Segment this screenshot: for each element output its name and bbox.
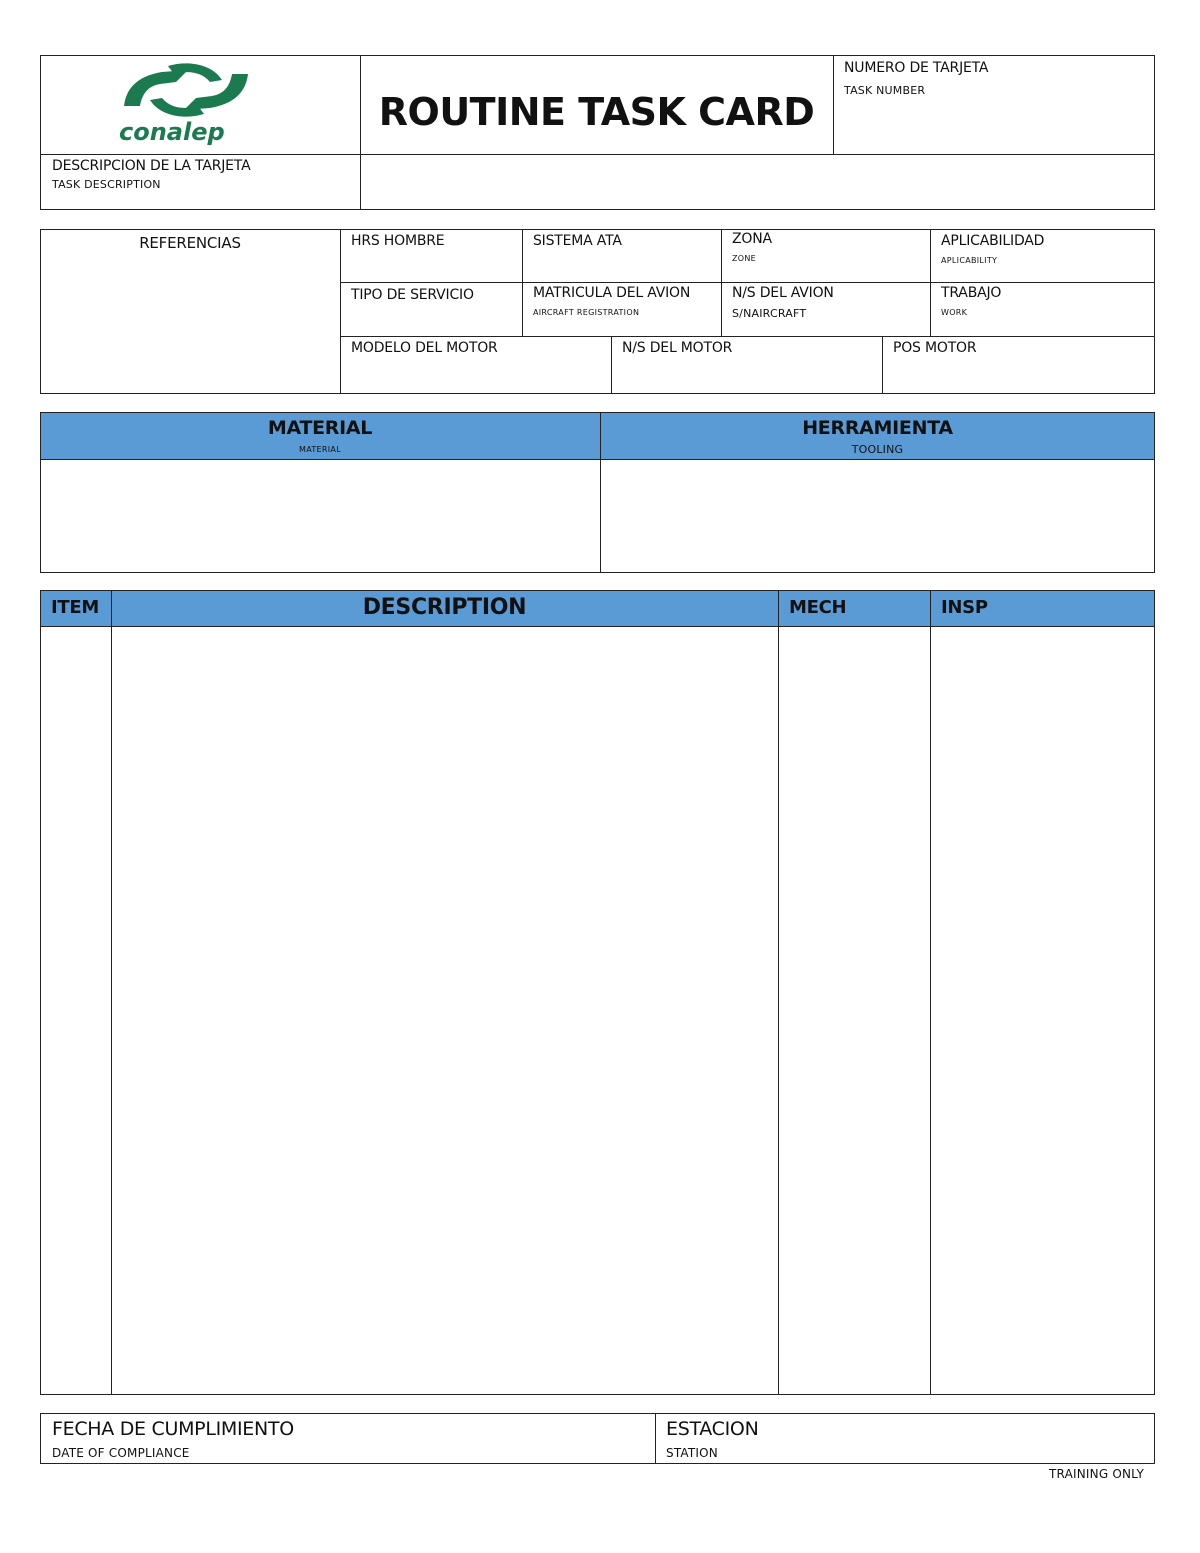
divider: [522, 229, 523, 336]
herramienta-header: HERRAMIENTA: [802, 417, 953, 439]
divider: [778, 590, 779, 1395]
fecha-sublabel: DATE OF COMPLIANCE: [52, 1446, 190, 1460]
conalep-logo: [100, 60, 270, 150]
fecha-label: FECHA DE CUMPLIMIENTO: [52, 1418, 294, 1440]
material-list-area[interactable]: [43, 462, 598, 570]
task-description-sublabel: TASK DESCRIPTION: [52, 178, 161, 191]
item-column-area[interactable]: [43, 629, 109, 1392]
task-description-field[interactable]: [363, 157, 1153, 207]
aplicabilidad-sublabel: APLICABILITY: [941, 256, 998, 265]
matricula-label: MATRICULA DEL AVION: [533, 285, 691, 301]
divider: [340, 229, 341, 394]
mech-column-area[interactable]: [781, 629, 928, 1392]
aplicabilidad-label: APLICABILIDAD: [941, 233, 1045, 249]
mech-column-header: MECH: [789, 597, 847, 618]
insp-column-header: INSP: [941, 597, 988, 618]
divider: [40, 154, 1155, 155]
ns-avion-sublabel: S/NAIRCRAFT: [732, 307, 807, 320]
material-header: MATERIAL: [267, 417, 373, 439]
ns-avion-label: N/S DEL AVION: [732, 285, 834, 301]
description-column-header: DESCRIPTION: [362, 595, 527, 620]
divider: [40, 626, 1155, 627]
conalep-emblem-icon: [118, 60, 258, 118]
herramienta-subheader: TOOLING: [851, 443, 904, 456]
task-number-field[interactable]: [836, 100, 1152, 152]
sistema-ata-label: SISTEMA ATA: [533, 233, 622, 249]
station-field[interactable]: [790, 1416, 1152, 1461]
divider: [930, 590, 931, 1395]
item-column-header: ITEM: [51, 597, 99, 618]
insp-column-area[interactable]: [933, 629, 1152, 1392]
task-number-label: NUMERO DE TARJETA: [844, 60, 989, 76]
date-of-compliance-field[interactable]: [320, 1416, 652, 1461]
pos-motor-label: POS MOTOR: [893, 340, 977, 356]
divider: [340, 282, 1155, 283]
trabajo-label: TRABAJO: [941, 285, 1002, 301]
divider: [721, 229, 722, 336]
ns-motor-label: N/S DEL MOTOR: [622, 340, 733, 356]
task-description-label: DESCRIPCION DE LA TARJETA: [52, 158, 251, 174]
estacion-sublabel: STATION: [666, 1446, 718, 1460]
logo-wordmark: conalep: [119, 118, 225, 146]
tipo-servicio-label: TIPO DE SERVICIO: [351, 287, 474, 303]
trabajo-sublabel: WORK: [941, 308, 968, 317]
training-only-note: TRAINING ONLY: [1049, 1467, 1144, 1481]
divider: [340, 336, 1155, 337]
divider: [611, 336, 612, 394]
page-title: ROUTINE TASK CARD: [378, 90, 815, 134]
zona-sublabel: ZONE: [732, 254, 757, 263]
matricula-sublabel: AIRCRAFT REGISTRATION: [533, 308, 640, 317]
divider: [930, 229, 931, 336]
divider: [833, 55, 834, 155]
modelo-motor-label: MODELO DEL MOTOR: [351, 340, 498, 356]
estacion-label: ESTACION: [666, 1418, 759, 1440]
referencias-label: REFERENCIAS: [139, 234, 241, 252]
divider: [655, 1413, 656, 1464]
hrs-hombre-label: HRS HOMBRE: [351, 233, 445, 249]
divider: [111, 590, 112, 1395]
material-subheader: MATERIAL: [299, 445, 341, 454]
task-number-sublabel: TASK NUMBER: [844, 84, 926, 97]
zona-label: ZONA: [732, 231, 772, 247]
description-column-area[interactable]: [114, 629, 776, 1392]
divider: [882, 336, 883, 394]
divider: [40, 459, 1155, 460]
tooling-list-area[interactable]: [603, 462, 1152, 570]
